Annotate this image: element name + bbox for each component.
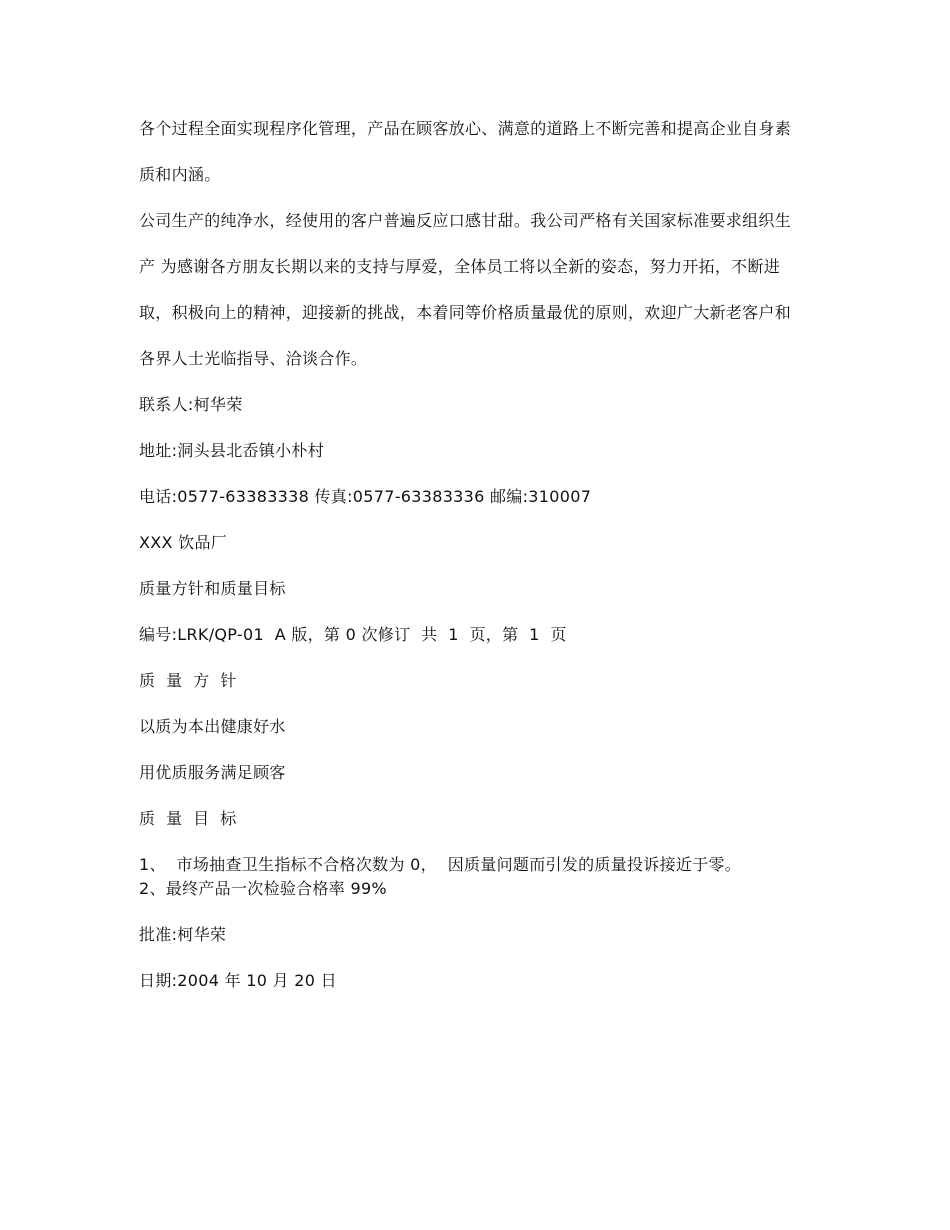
section-title: 质量方针和质量目标 (139, 579, 286, 598)
document-body (139, 117, 809, 1015)
date-line: 日期:2004 年 10 月 20 日 (139, 971, 337, 990)
paragraph-process-management: 各个过程全面实现程序化管理，产品在顾客放心、满意的道路上不断完善和提高企业自身素 (139, 119, 792, 138)
contact-person: 联系人:柯华荣 (139, 395, 243, 414)
quality-objective-item-1: 1、 市场抽查卫生指标不合格次数为 0， 因质量问题而引发的质量投诉接近于零。 (139, 855, 742, 874)
quality-policy-line-1: 以质为本出健康好水 (139, 717, 286, 736)
document-number: 编号:LRK/QP-01 A 版，第 0 次修订 共 1 页，第 1 页 (139, 625, 567, 644)
quality-objective-heading: 质 量 目 标 (139, 809, 237, 828)
approved-by: 批准:柯华荣 (139, 925, 227, 944)
paragraph-thanks: 产 为感谢各方朋友长期以来的支持与厚爱，全体员工将以全新的姿态，努力开拓，不断进 (139, 257, 781, 276)
contact-address: 地址:洞头县北岙镇小朴村 (139, 441, 324, 460)
paragraph-quality-connotation: 质和内涵。 (139, 165, 221, 184)
quality-objective-item-2: 2、最终产品一次检验合格率 99% (139, 879, 387, 898)
company-name: XXX 饮品厂 (139, 533, 228, 552)
paragraph-pure-water: 公司生产的纯净水，经使用的客户普遍反应口感甘甜。我公司严格有关国家标准要求组织生 (139, 211, 792, 230)
paragraph-cooperation: 各界人士光临指导、洽谈合作。 (139, 349, 368, 368)
contact-phone-fax-zip: 电话:0577-63383338 传真:0577-63383336 邮编:310007 (139, 487, 592, 506)
quality-policy-line-2: 用优质服务满足顾客 (139, 763, 286, 782)
quality-policy-heading: 质 量 方 针 (139, 671, 237, 690)
paragraph-welcome: 取，积极向上的精神，迎接新的挑战，本着同等价格质量最优的原则，欢迎广大新老客户和 (139, 303, 792, 322)
